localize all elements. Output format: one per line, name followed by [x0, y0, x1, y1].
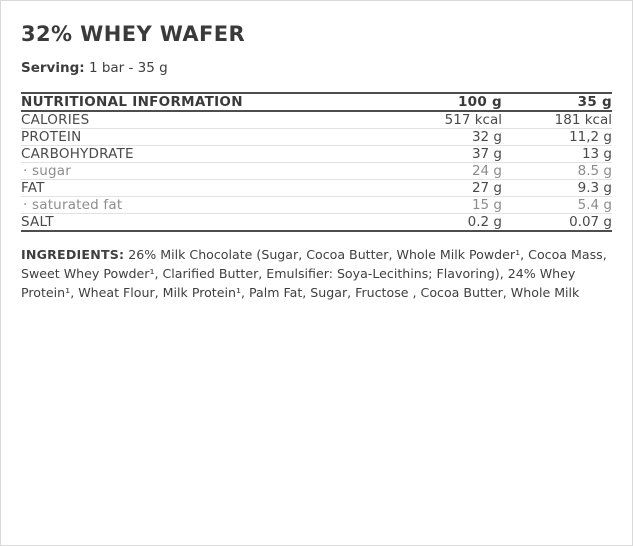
- table-header-row: [21, 93, 612, 111]
- table-row: [21, 163, 612, 180]
- row-value-35g: 5.4 g: [502, 197, 612, 214]
- serving-label: Serving:: [21, 60, 85, 77]
- row-label: · saturated fat: [21, 197, 377, 214]
- table-row: [21, 146, 612, 163]
- column-header-nutrient: NUTRITIONAL INFORMATION: [21, 93, 377, 111]
- ingredients-label: INGREDIENTS:: [21, 247, 125, 263]
- table-row: [21, 111, 612, 129]
- row-label: · sugar: [21, 163, 377, 180]
- nutrition-table: [21, 92, 612, 232]
- row-value-35g: 11,2 g: [502, 129, 612, 146]
- row-value-35g: 13 g: [502, 146, 612, 163]
- nutrition-table-body: [21, 111, 612, 231]
- ingredients-text: 26% Milk Chocolate (Sugar, Cocoa Butter, Whole Milk Powder¹, Cocoa Mass, Sweet Whey Powder¹, Clarified Butter, Emulsifier: Soya-Lecithins; Flavoring), 24% Whey Protein¹, Wheat Flour, Milk Protein¹, Palm Fat, Sugar, Fructose , Cocoa Butter, Whole Milk: [21, 247, 607, 300]
- ingredients-section: [21, 246, 612, 303]
- row-value-35g: 9.3 g: [502, 180, 612, 197]
- table-row: [21, 214, 612, 232]
- row-value-100g: 15 g: [377, 197, 502, 214]
- row-value-100g: 37 g: [377, 146, 502, 163]
- row-value-100g: 32 g: [377, 129, 502, 146]
- row-value-100g: 0.2 g: [377, 214, 502, 232]
- row-label: CALORIES: [21, 111, 377, 129]
- row-value-35g: 181 kcal: [502, 111, 612, 129]
- serving-info: [21, 60, 612, 78]
- page-title: 32% WHEY WAFER: [21, 22, 246, 46]
- table-row: [21, 197, 612, 214]
- row-label: PROTEIN: [21, 129, 377, 146]
- row-label: FAT: [21, 180, 377, 197]
- serving-value: 1 bar - 35 g: [88, 60, 168, 77]
- column-header-35g: 35 g: [502, 93, 612, 111]
- row-label: CARBOHYDRATE: [21, 146, 377, 163]
- row-value-35g: 0.07 g: [502, 214, 612, 232]
- table-row: [21, 180, 612, 197]
- column-header-100g: 100 g: [377, 93, 502, 111]
- row-value-100g: 517 kcal: [377, 111, 502, 129]
- nutrition-table-head: [21, 93, 612, 111]
- row-label: SALT: [21, 214, 377, 232]
- row-value-35g: 8.5 g: [502, 163, 612, 180]
- table-row: [21, 129, 612, 146]
- row-value-100g: 27 g: [377, 180, 502, 197]
- row-value-100g: 24 g: [377, 163, 502, 180]
